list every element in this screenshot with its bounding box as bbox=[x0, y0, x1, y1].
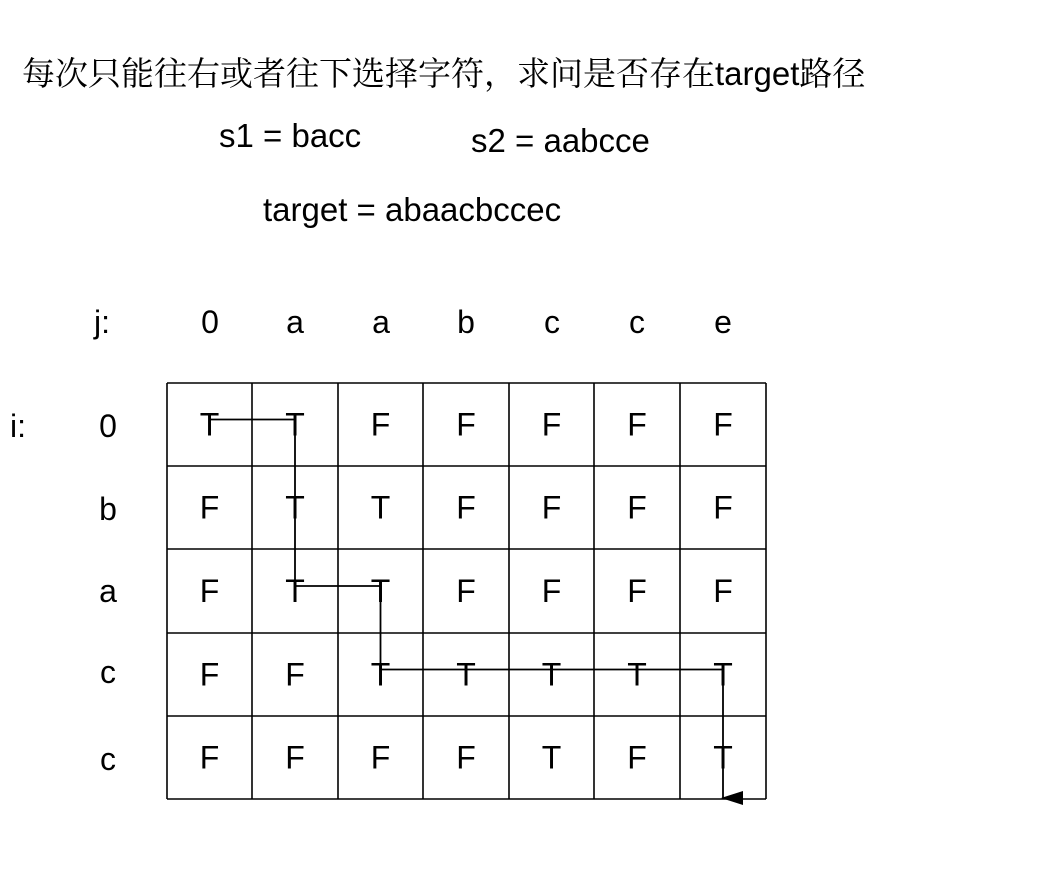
table-cell-value: F bbox=[541, 406, 562, 443]
table-cell-value: T bbox=[285, 489, 305, 526]
problem-title: 每次只能往右或者往下选择字符，求问是否存在target路径 bbox=[22, 55, 866, 92]
column-label: 0 bbox=[201, 304, 219, 340]
table-cell-value: F bbox=[370, 739, 391, 776]
table-cells bbox=[200, 407, 733, 776]
table-cell-value: T bbox=[285, 573, 305, 609]
table-cell-value: T bbox=[370, 489, 391, 526]
table-cell-value: F bbox=[370, 406, 391, 443]
table-cell-value: T bbox=[713, 739, 733, 776]
table-cell-value: F bbox=[456, 739, 476, 776]
column-label: a bbox=[286, 304, 304, 340]
column-label: c bbox=[629, 304, 645, 340]
j-axis-label: j: bbox=[94, 304, 110, 340]
row-label: c bbox=[100, 654, 116, 690]
table-cell-value: T bbox=[370, 573, 391, 609]
table-cell-value: F bbox=[627, 489, 647, 526]
row-label: b bbox=[99, 491, 117, 527]
table-cell-value: T bbox=[456, 656, 476, 693]
table-cell-value: F bbox=[713, 489, 733, 526]
table-cell-value: F bbox=[199, 656, 220, 693]
column-label: c bbox=[544, 304, 560, 340]
table-cell-value: F bbox=[199, 489, 220, 526]
row-label: 0 bbox=[99, 408, 117, 444]
table-cell-value: T bbox=[713, 656, 733, 693]
table-cell-value: T bbox=[541, 739, 562, 776]
row-label: c bbox=[100, 741, 116, 777]
s2-label: s2 = aabcce bbox=[471, 122, 650, 159]
table-cell-value: F bbox=[541, 573, 562, 609]
column-label: b bbox=[457, 304, 475, 340]
table-cell-value: F bbox=[285, 656, 305, 693]
table-cell-value: F bbox=[713, 573, 733, 609]
table-cell-value: F bbox=[713, 406, 733, 443]
table-cell-value: F bbox=[456, 406, 476, 443]
target-label: target = abaacbccec bbox=[263, 191, 562, 228]
column-label: a bbox=[372, 304, 390, 340]
table-cell-value: F bbox=[627, 573, 647, 609]
column-label: e bbox=[714, 304, 732, 340]
table-cell-value: F bbox=[541, 489, 562, 526]
table-cell-value: F bbox=[456, 489, 476, 526]
i-axis-label: i: bbox=[10, 408, 26, 444]
table-cell-value: T bbox=[627, 656, 647, 693]
table-cell-value: F bbox=[285, 739, 305, 776]
row-label: a bbox=[99, 573, 117, 609]
table-cell-value: F bbox=[627, 406, 647, 443]
table-cell-value: F bbox=[199, 739, 220, 776]
s1-label: s1 = bacc bbox=[219, 117, 362, 154]
table-cell-value: F bbox=[627, 739, 647, 776]
table-cell-value: T bbox=[370, 656, 391, 693]
table-cell-value: T bbox=[541, 656, 562, 693]
table-cell-value: F bbox=[456, 573, 476, 609]
table-cell-value: F bbox=[199, 573, 220, 609]
table-cell-value: T bbox=[285, 406, 305, 443]
table-cell-value: T bbox=[199, 406, 220, 443]
